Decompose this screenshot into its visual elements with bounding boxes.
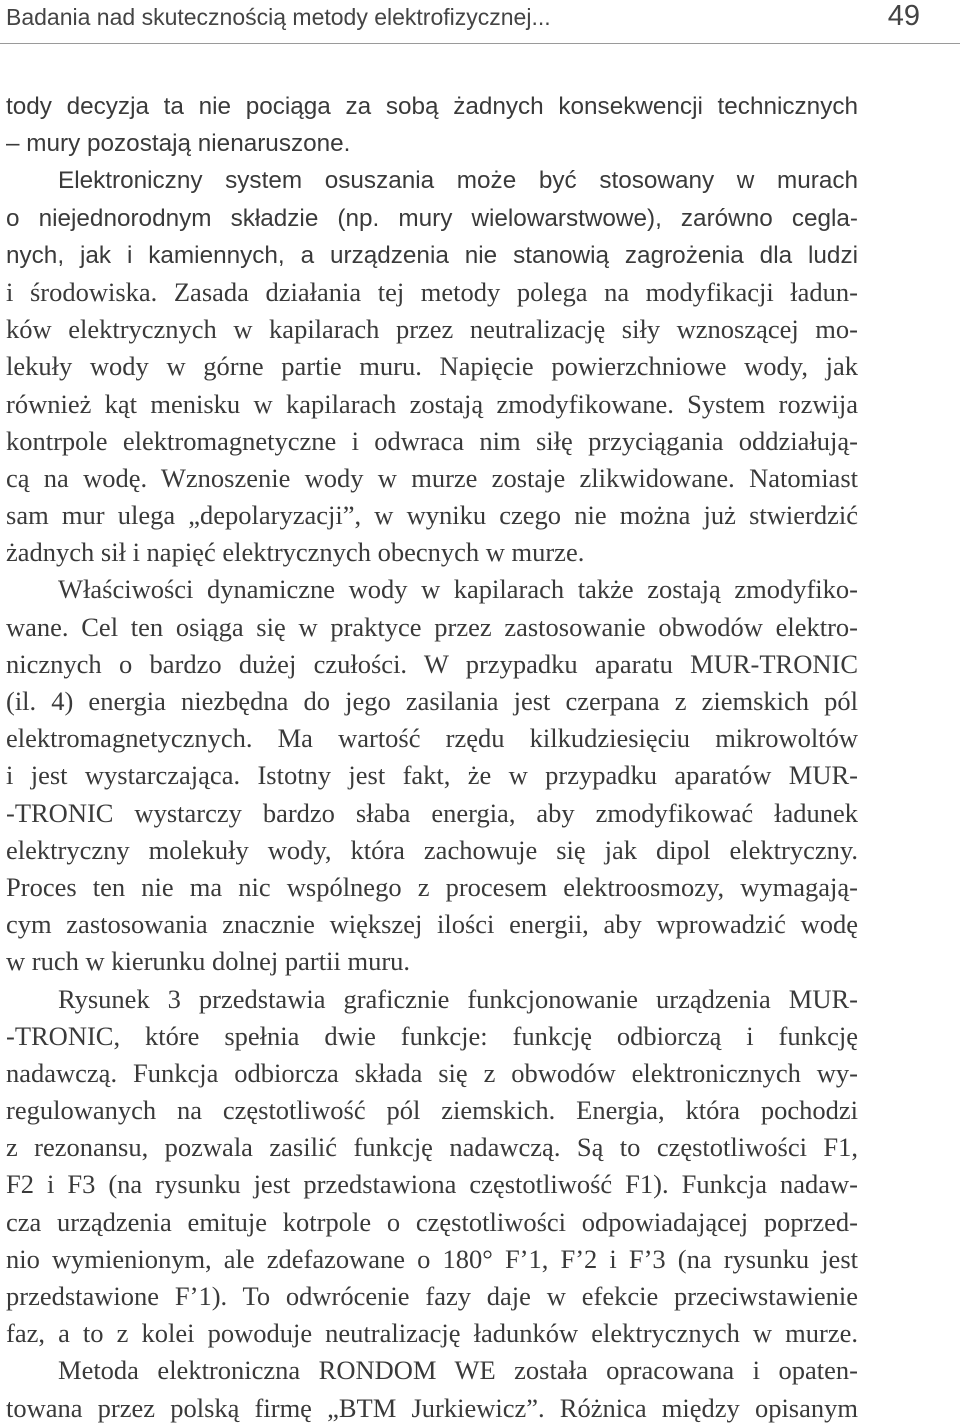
text-line: kontrpole elektromagnetyczne i odwraca nim siłę przyciągania oddziałują-	[6, 425, 858, 456]
text-line: nadawczą. Funkcja odbiorcza składa się z obwodów elektronicznych wy-	[6, 1057, 858, 1088]
text-line: elektromagnetycznych. Ma wartość rzędu kilkudziesięciu mikrowoltów	[6, 723, 858, 754]
text-line: Elektroniczny system osuszania może być stosowany w murach	[58, 167, 858, 195]
text-line: sam mur ulega „depolaryzacji”, w wyniku czego nie można już stwierdzić	[6, 500, 858, 531]
text-line: cym zastosowania znacznie większej ilości energii, aby wprowadzić wodę	[6, 909, 858, 940]
text-line: cza urządzenia emituje kotrpole o częstotliwości odpowiadającej poprzed-	[6, 1206, 858, 1237]
text-line: elektryczny molekuły wody, która zachowuje się jak dipol elektryczny.	[6, 834, 858, 865]
text-line: ków elektrycznych w kapilarach przez neutralizację siły wznoszącej mo-	[6, 314, 858, 345]
text-line: Proces ten nie ma nic wspólnego z procesem elektroosmozy, wymagają-	[6, 871, 858, 902]
text-line: (il. 4) energia niezbędna do jego zasilania jest czerpana z ziemskich pól	[6, 686, 858, 716]
text-line: w ruch w kierunku dolnej partii muru.	[6, 946, 411, 977]
text-line: nicznych o bardzo dużej czułości. W przypadku aparatu MUR-TRONIC	[6, 648, 858, 679]
text-line: F2 i F3 (na rysunku jest przedstawiona częstotliwość F1). Funkcja nadaw-	[6, 1169, 858, 1200]
text-line: nych, jak i kamiennych, a urządzenia nie stanowią zagrożenia dla ludzi	[6, 241, 858, 269]
text-line: tody decyzja ta nie pociąga za sobą żadnych konsekwencji technicznych	[6, 93, 858, 120]
text-line: żadnych sił i napięć elektrycznych obecnych w murze.	[6, 537, 585, 568]
page-number: 49	[887, 0, 920, 32]
text-line: -TRONIC, które spełnia dwie funkcje: funkcję odbiorczą i funkcję	[6, 1020, 858, 1051]
body-text	[6, 88, 858, 1427]
text-line: Rysunek 3 przedstawia graficznie funkcjonowanie urządzenia MUR-	[58, 983, 858, 1014]
text-line: faz, a to z kolei powoduje neutralizację ładunków elektrycznych w murze.	[6, 1318, 858, 1349]
text-line: o niejednorodnym składzie (np. mury wielowarstwowe), zarówno cegla-	[6, 204, 858, 232]
text-line: cą na wodę. Wznoszenie wody w murze zostaje zlikwidowane. Natomiast	[6, 462, 858, 493]
text-line: również kąt menisku w kapilarach zostają zmodyfikowane. System rozwija	[6, 388, 858, 419]
text-line: i środowiska. Zasada działania tej metody polega na modyfikacji ładun-	[6, 276, 858, 307]
text-line: wane. Cel ten osiąga się w praktyce przez zastosowanie obwodów elektro-	[6, 611, 858, 642]
text-line: – mury pozostają nienaruszone.	[6, 130, 351, 158]
text-line: i jest wystarczająca. Istotny jest fakt, że w przypadku aparatów MUR-	[6, 760, 858, 791]
text-line: regulowanych na częstotliwość pól ziemskich. Energia, która pochodzi	[6, 1095, 858, 1126]
header-divider	[0, 43, 960, 44]
running-header-title: Badania nad skutecznością metody elektrofizycznej...	[6, 4, 551, 30]
text-line: lekuły wody w górne partie muru. Napięcie powierzchniowe wody, jak	[6, 351, 858, 382]
text-line: -TRONIC wystarczy bardzo słaba energia, aby zmodyfikować ładunek	[6, 797, 858, 828]
text-line: Metoda elektroniczna RONDOM WE została opracowana i opaten-	[58, 1355, 858, 1386]
text-line: Właściwości dynamiczne wody w kapilarach także zostają zmodyfiko-	[58, 574, 858, 605]
text-line: z rezonansu, pozwala zasilić funkcję nadawczą. Są to częstotliwości F1,	[6, 1132, 858, 1163]
text-line: towana przez polską firmę „BTM Jurkiewicz”. Różnica między opisanym	[6, 1392, 858, 1423]
text-line: przedstawione F’1). To odwrócenie fazy daje w efekcie przeciwstawienie	[6, 1281, 858, 1311]
text-line: nio wymienionym, ale zdefazowane o 180° F’1, F’2 i F’3 (na rysunku jest	[6, 1243, 858, 1274]
